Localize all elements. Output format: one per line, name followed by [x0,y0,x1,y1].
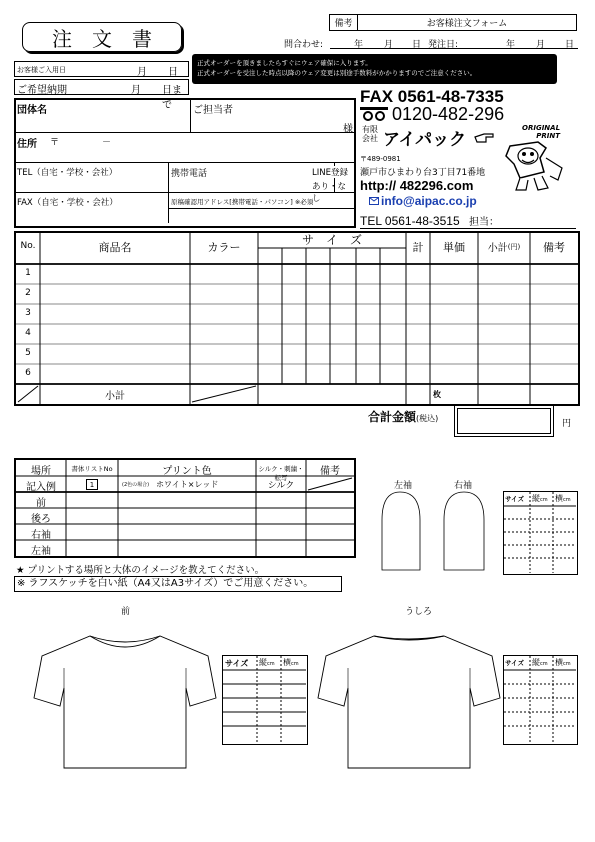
col-no: No. [20,241,36,251]
contact-field[interactable] [192,112,342,132]
row-no-3: 3 [25,308,31,318]
example-method: シルク [267,481,295,491]
line-label: LINE登録 [312,168,348,178]
print-row-right-sleeve: 右袖 [31,530,51,541]
remarks-label: 備考 [330,15,358,30]
entry-date-box[interactable]: お客様ご入用日 月 日 [14,61,189,77]
grand-total-label: 合計金額(税込) [368,410,439,424]
print-row-left-sleeve: 左袖 [31,546,51,557]
company-fax: FAX 0561-48-7335 [360,87,504,106]
fax-label: FAX（自宅・学校・会社） [17,198,118,208]
print-col-remarks: 備考 [320,466,340,477]
sleeve-outlines[interactable] [378,490,488,580]
print-row-front: 前 [36,498,46,509]
company-tel: TEL 0561-48-3515 担当： [360,213,576,229]
print-row-back: 後ろ [31,514,51,525]
col-total: 計 [412,241,424,254]
email-label: 原稿確認用アドレス[携帯電話・パソコン] ※必須 [171,198,314,206]
org-label: 団体名 [17,105,47,116]
pieces-label: 枚 [433,390,441,399]
email-field[interactable] [170,210,352,226]
front-size-table[interactable]: サイズ 縦cm 横cm [222,655,308,745]
notice-line-1: 正式オーダーを頂きましたらすぐにウェア確保に入ります。 [197,59,372,67]
fax-field[interactable] [16,208,166,226]
instruction-2: ※ ラフスケッチを白い紙（A4又はA3サイズ）でご用意ください。 [14,576,342,592]
back-size-table[interactable]: サイズ 縦cm 横cm [503,655,578,745]
row-no-1: 1 [25,268,31,278]
notice-line-2: 正式オーダーを受注した時点以降のウェア変更は別途手数料がかかりますのでご注意ください。 [197,69,477,77]
page-title: 注 文 書 [52,26,152,51]
sleeve-size-table[interactable]: サイズ 縦cm 横cm [503,491,578,575]
sama-label: 様 [343,124,353,135]
delivery-box[interactable]: ご希望納期 月 日まで [14,79,189,95]
order-date[interactable]: 発注日: [428,40,459,50]
mobile-field[interactable] [170,176,310,192]
company-freedial: 0120-482-296 [392,104,505,124]
company-url[interactable]: http:// 482296.com [360,178,474,193]
col-color: カラー [207,241,241,254]
row-no-5: 5 [25,348,31,358]
company-address: 瀬戸市ひまわり台3丁目71番地 [360,168,486,178]
print-col-place: 場所 [31,466,51,477]
company-postal: 〒489-0981 [360,155,401,163]
title-box [22,22,182,52]
print-col-method: シルク・刺繍・転写 [258,465,304,482]
col-remarks: 備考 [543,241,565,254]
company-email[interactable]: info@aipac.co.jp [381,194,477,208]
left-sleeve-label: 左袖 [394,481,413,491]
back-label: うしろ [405,607,433,617]
tel-field[interactable] [16,176,166,192]
mobile-label: 携帯電話 [171,169,208,179]
example-no: 1 [86,479,98,490]
company-name: アイパック [383,130,467,150]
inquiry-date[interactable]: 問合わせ: [284,40,324,50]
mascot-logo [500,138,570,194]
tagline-1: ORIGINAL [522,124,561,132]
product-table [14,231,580,406]
pointing-hand-icon [474,130,496,144]
remarks-value[interactable]: お客様注文フォーム [426,19,508,29]
address-field[interactable] [46,145,346,161]
customer-info: 団体名 ご担当者 様 住所 〒 － TEL（自宅・学校・会社） 携帯電話 LINE登録 あり・なし FAX（自宅・学校・会社） 原稿確認用アドレス[携帯電話・パソコン] ※必須 [14,98,356,228]
example-note: (2色の場合) [122,482,150,488]
org-field[interactable] [16,112,190,132]
col-subtotal: 小計 (円) [487,242,521,254]
notice-box [192,54,557,84]
col-size: サ イ ズ [301,233,362,247]
instruction-1: ★ プリントする場所と大体のイメージを教えてください。 [16,565,265,576]
contact-label: ご担当者 [193,105,233,116]
print-col-color: プリント色 [162,466,212,477]
example-label: 記入例 [26,482,56,493]
tagline-2: PRINT [536,132,561,140]
front-label: 前 [121,607,131,617]
right-sleeve-label: 右袖 [454,481,473,491]
tshirt-back-outline[interactable] [314,628,504,768]
yen-label: 円 [562,419,572,429]
grand-total-field[interactable] [454,405,554,437]
row-no-6: 6 [25,368,31,378]
subtotal-label: 小計 [105,391,125,402]
tshirt-front-outline[interactable] [30,628,220,768]
row-no-4: 4 [25,328,31,338]
col-name: 商品名 [98,241,132,254]
example-color: ホワイト×レッド [156,480,219,489]
print-col-listno: 書体リストNo [71,465,113,473]
print-table [14,458,356,558]
line-option[interactable]: あり・なし [312,182,347,204]
tel-label: TEL（自宅・学校・会社） [17,168,118,178]
col-unit: 単価 [443,241,465,254]
row-no-2: 2 [25,288,31,298]
remarks-header [329,14,577,31]
freedial-icon [360,107,388,121]
mail-icon [369,197,379,205]
address-label: 住所 [17,139,37,150]
